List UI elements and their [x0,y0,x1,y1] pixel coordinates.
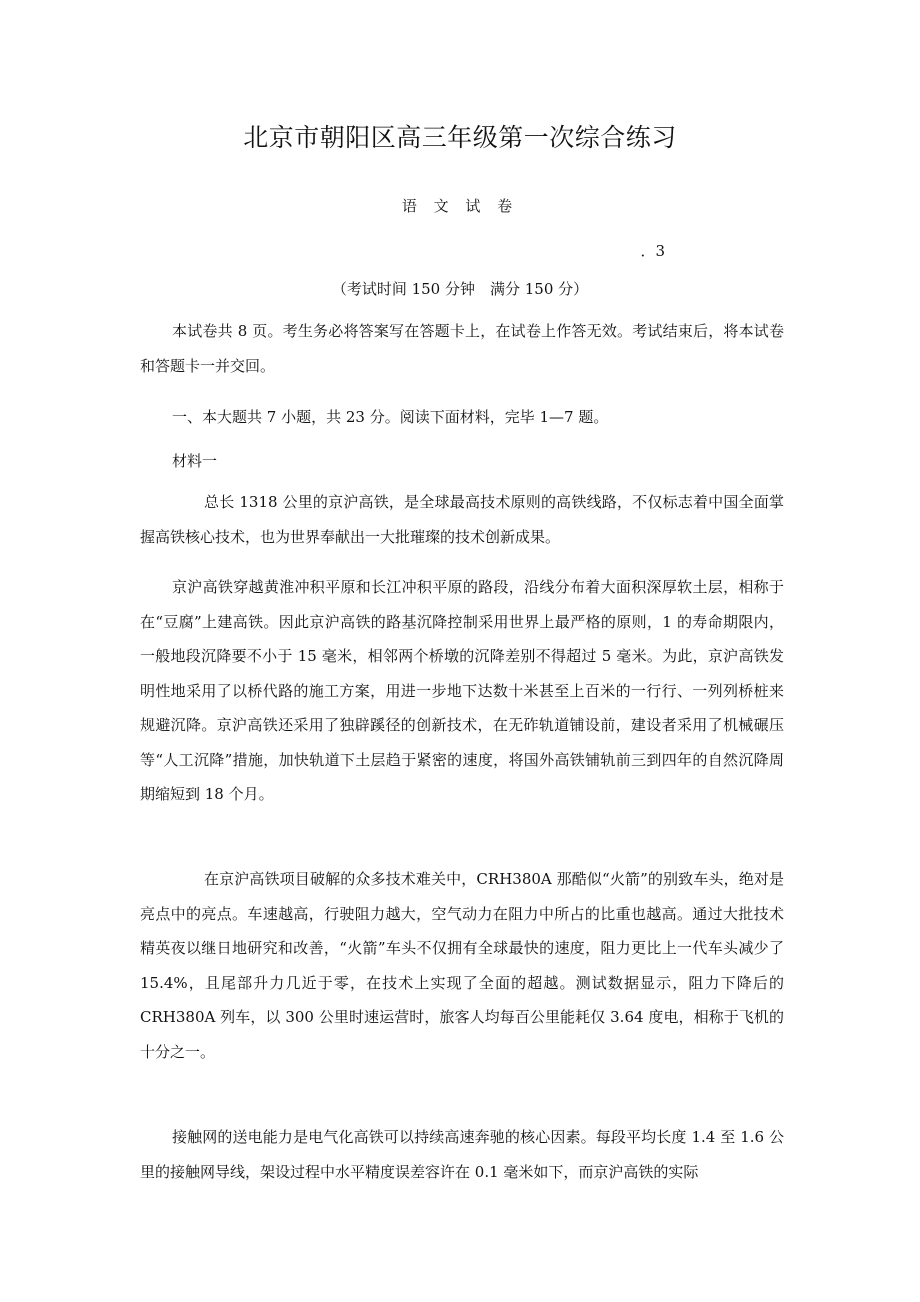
paragraph: 在京沪高铁项目破解的众多技术难关中，CRH380A 那酷似“火箭”的别致车头，绝对是亮点中的亮点。车速越高，行驶阻力越大，空气动力在阻力中所占的比重也越高。通过大批技术精英夜以继日地研究和改善，“火箭”车头不仅拥有全球最快的速度，阻力更比上一代车头减少了 15.4%，且尾部升力几近于零，在技术上实现了全面的超越。测试数据显示，阻力下降后的 CRH380A 列车，以 300 公里时速运营时，旅客人均每百公里能耗仅 3.64 度电，相称于飞机的十分之一。 [140,870,784,1061]
material-label: 材料一 [172,452,218,470]
paragraph: 总长 1318 公里的京沪高铁，是全球最高技术原则的高铁线路，不仅标志着中国全面掌握高铁核心技术，也为世界奉献出一大批璀璨的技术创新成果。 [140,493,784,546]
document-subtitle: 语 文 试 卷 [401,197,519,215]
exam-notice: 本试卷共 8 页。考生务必将答案写在答题卡上，在试卷上作答无效。考试结束后，将本试卷和答题卡一并交回。 [140,322,784,375]
document-title: 北京市朝阳区高三年级第一次综合练习 [243,123,677,152]
section-heading: 一、本大题共 7 小题，共 23 分。阅读下面材料，完毕 1—7 题。 [172,408,609,426]
exam-time-score-info: （考试时间 150 分钟 满分 150 分） [331,280,589,298]
paragraph: 京沪高铁穿越黄淮冲积平原和长江冲积平原的路段，沿线分布着大面积深厚软土层，相称于在“豆腐”上建高铁。因此京沪高铁的路基沉降控制采用世界上最严格的原则，1 的寿命期限内，一般地段沉降要不小于 15 毫米，相邻两个桥墩的沉降差别不得超过 5 毫米。为此，京沪高铁发明性地采用了以桥代路的施工方案，用进一步地下达数十米甚至上百米的一行行、一列列桥桩来规避沉降。京沪高铁还采用了独辟蹊径的创新技术，在无砟轨道铺设前，建设者采用了机械碾压等“人工沉降”措施，加快轨道下土层趋于紧密的速度，将国外高铁铺轨前三到四年的自然沉降周期缩短到 18 个月。 [140,578,784,803]
paragraph: 接触网的送电能力是电气化高铁可以持续高速奔驰的核心因素。每段平均长度 1.4 至 1.6 公里的接触网导线，架设过程中水平精度误差容许在 0.1 毫米如下，而京沪高铁的实际 [140,1128,784,1181]
exam-date: ．3 [640,242,665,260]
